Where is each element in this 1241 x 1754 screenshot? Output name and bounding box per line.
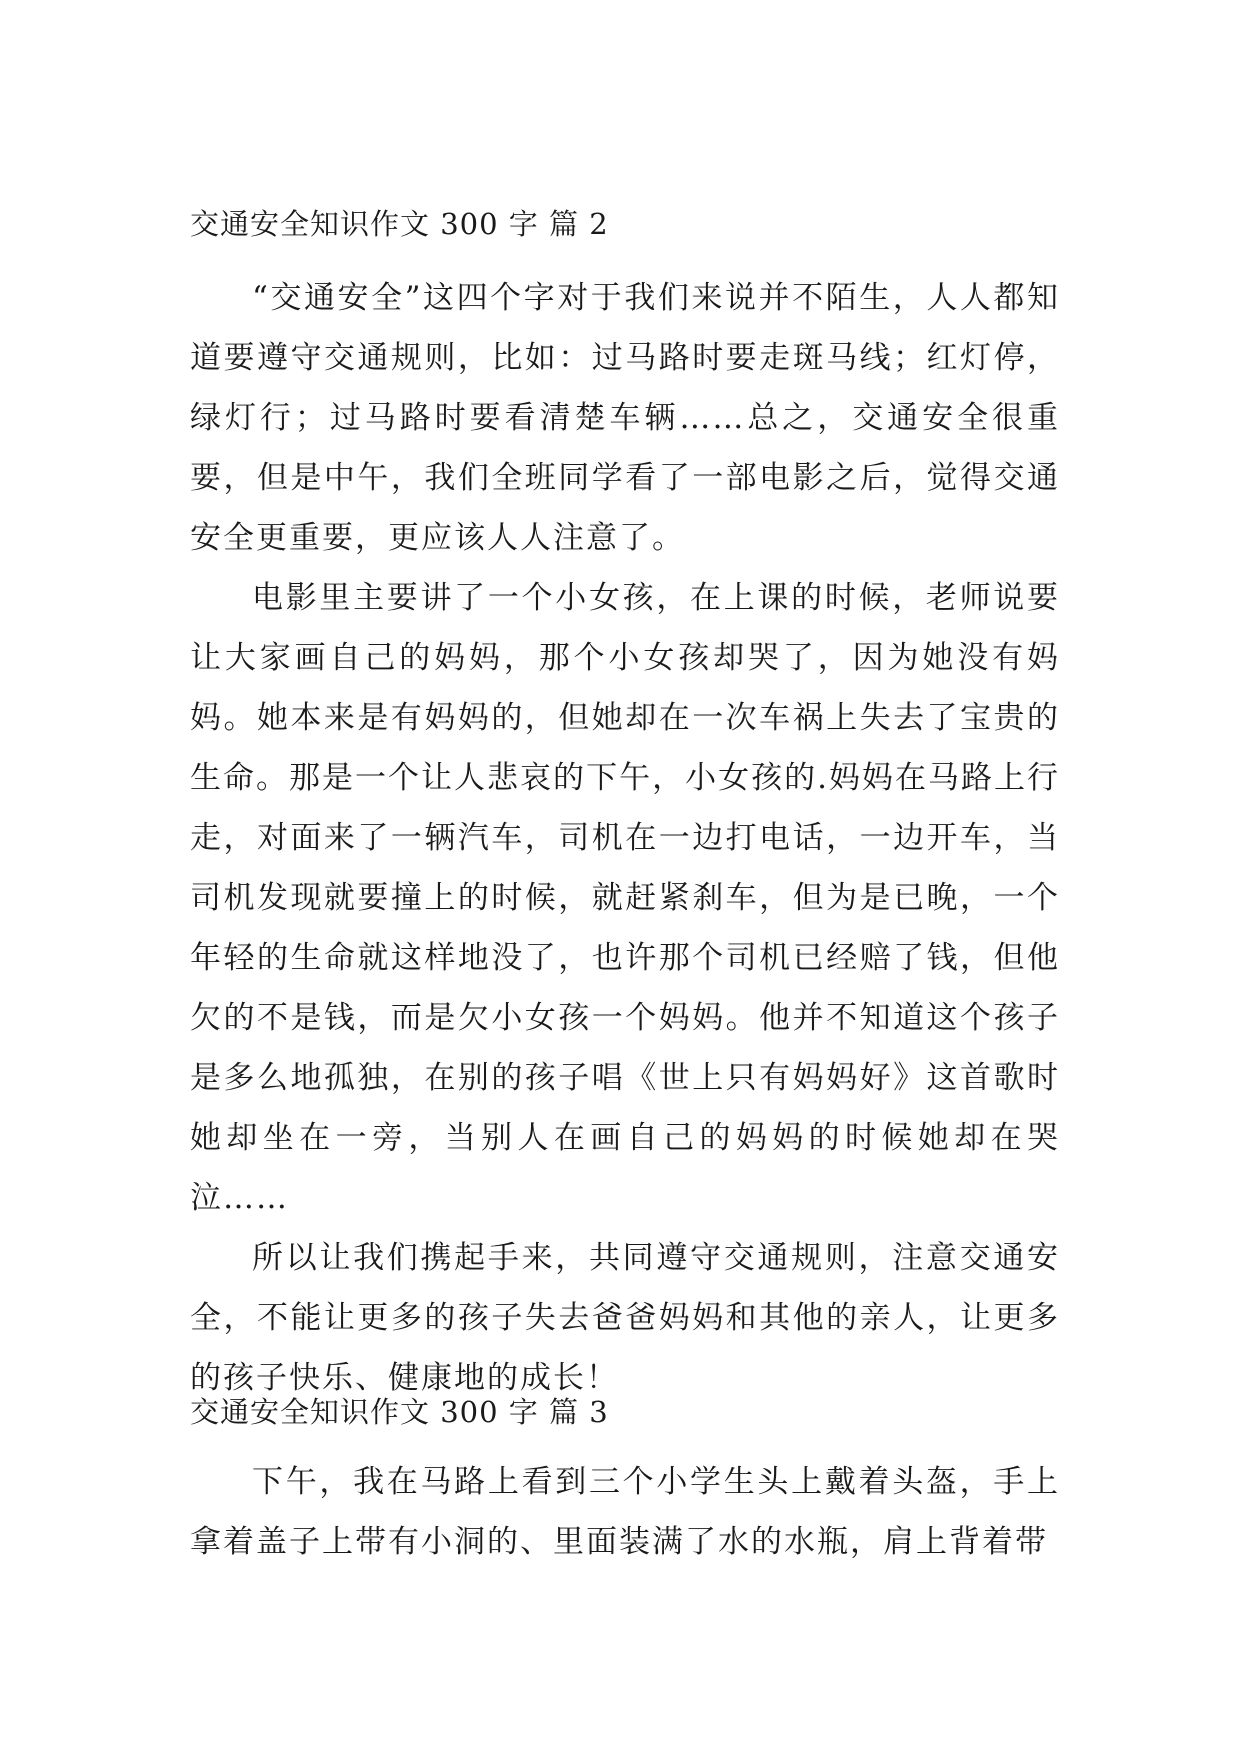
document-page (190, 0, 1060, 1754)
paragraph: 下午，我在马路上看到三个小学生头上戴着头盔，手上拿着盖子上带有小洞的、里面装满了水的水瓶，肩上背着带 (190, 1464, 1060, 1560)
section-heading: 交通安全知识作文 300 字 篇 2 (190, 207, 609, 241)
section-body (190, 268, 1060, 1408)
paragraph: 所以让我们携起手来，共同遵守交通规则，注意交通安全，不能让更多的孩子失去爸爸妈妈和其他的亲人，让更多的孩子快乐、健康地的成长！ (190, 1240, 1060, 1396)
paragraph: “交通安全”这四个字对于我们来说并不陌生，人人都知道要遵守交通规则，比如：过马路时要走斑马线；红灯停，绿灯行；过马路时要看清楚车辆……总之，交通安全很重要，但是中午，我们全班同学看了一部电影之后，觉得交通安全更重要，更应该人人注意了。 (190, 280, 1060, 556)
section-heading: 交通安全知识作文 300 字 篇 3 (190, 1395, 609, 1429)
section-body (190, 1452, 1060, 1572)
paragraph: 电影里主要讲了一个小女孩，在上课的时候，老师说要让大家画自己的妈妈，那个小女孩却哭了，因为她没有妈妈。她本来是有妈妈的，但她却在一次车祸上失去了宝贵的生命。那是一个让人悲哀的下午，小女孩的.妈妈在马路上行走，对面来了一辆汽车，司机在一边打电话，一边开车，当司机发现就要撞上的时候，就赶紧刹车，但为是已晚，一个年轻的生命就这样地没了，也许那个司机已经赔了钱，但他欠的不是钱，而是欠小女孩一个妈妈。他并不知道这个孩子是多么地孤独，在别的孩子唱《世上只有妈妈好》这首歌时她却坐在一旁，当别人在画自己的妈妈的时候她却在哭泣…… (190, 580, 1060, 1216)
